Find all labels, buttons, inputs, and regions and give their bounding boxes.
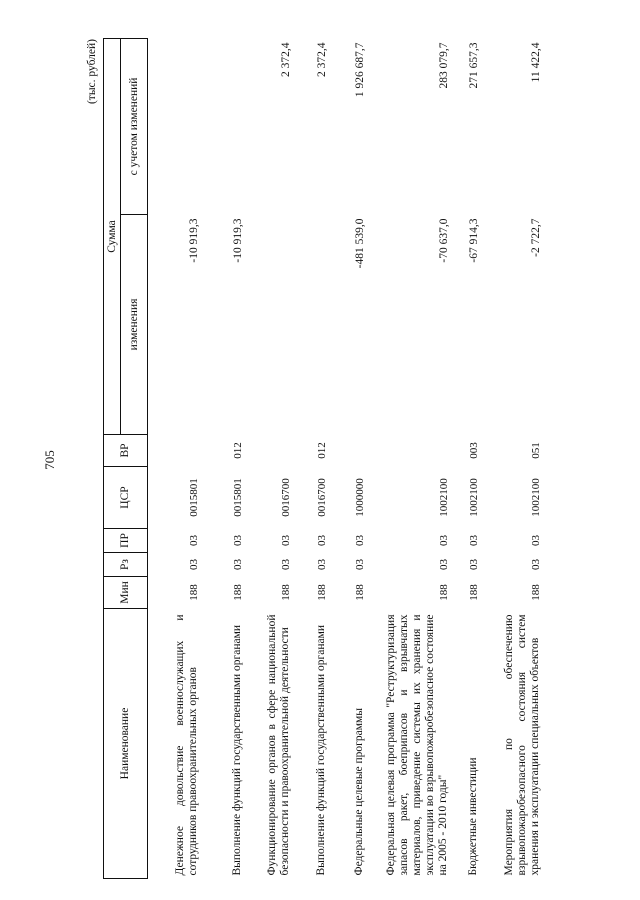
row-total: 2 372,4 bbox=[280, 42, 292, 77]
row-change: -67 914,3 bbox=[468, 218, 480, 263]
row-change bbox=[244, 215, 292, 435]
row-rz: 03 bbox=[438, 559, 450, 570]
row-pr: 03 bbox=[232, 535, 244, 546]
row-csr: 1002100 bbox=[438, 478, 450, 517]
row-vr: 003 bbox=[468, 442, 480, 459]
row-min: 188 bbox=[232, 584, 244, 601]
header-sum: Сумма bbox=[104, 38, 121, 434]
row-change: -10 919,3 bbox=[188, 218, 200, 263]
row-csr: 1000000 bbox=[354, 478, 366, 517]
table-row bbox=[450, 38, 480, 878]
table-row bbox=[480, 38, 542, 878]
row-vr: 012 bbox=[232, 442, 244, 459]
row-name: Федеральная целевая программа "Реструктуризация запасов ракет, боеприпасов и взрывчатых материалов, приведение системы их хранения и эксплуатации во взрывопожаробезопасное состояние на 2005 - 2010 годы" bbox=[385, 614, 449, 876]
row-change: -10 919,3 bbox=[232, 218, 244, 263]
header-min: Мин bbox=[104, 577, 148, 609]
row-name: Выполнение функций государственными органами bbox=[231, 624, 243, 876]
row-change: -2 722,7 bbox=[530, 218, 542, 257]
row-rz: 03 bbox=[354, 559, 366, 570]
units-label: (тыс. рублей) bbox=[86, 39, 98, 105]
rotated-table-page bbox=[81, 39, 551, 879]
row-min: 188 bbox=[354, 584, 366, 601]
table-row bbox=[244, 38, 292, 878]
row-min: 188 bbox=[316, 584, 328, 601]
row-vr: 051 bbox=[530, 442, 542, 459]
row-total: 283 079,7 bbox=[438, 42, 450, 89]
page-number: 705 bbox=[42, 450, 57, 470]
row-name: Денежное довольствие военнослужащих и сотрудников правоохранительных органов bbox=[174, 614, 199, 876]
row-pr: 03 bbox=[188, 535, 200, 546]
table-row bbox=[148, 38, 201, 878]
row-pr: 03 bbox=[530, 535, 542, 546]
header-csr: ЦСР bbox=[104, 467, 148, 529]
row-vr bbox=[366, 435, 450, 467]
row-vr bbox=[328, 435, 366, 467]
row-rz: 03 bbox=[188, 559, 200, 570]
budget-table bbox=[103, 38, 542, 879]
row-min: 188 bbox=[188, 584, 200, 601]
header-rz: Рз bbox=[104, 553, 148, 577]
row-pr: 03 bbox=[354, 535, 366, 546]
row-min: 188 bbox=[530, 584, 542, 601]
table-row bbox=[328, 38, 366, 878]
table-row bbox=[200, 38, 244, 878]
row-vr bbox=[148, 435, 201, 467]
header-pr: ПР bbox=[104, 529, 148, 553]
row-min: 188 bbox=[438, 584, 450, 601]
row-name: Функционирование органов в сфере национальной безопасности и правоохранительной деятельности bbox=[266, 614, 291, 876]
row-rz: 03 bbox=[316, 559, 328, 570]
row-min: 188 bbox=[280, 584, 292, 601]
row-total: 2 372,4 bbox=[316, 42, 328, 77]
row-rz: 03 bbox=[280, 559, 292, 570]
row-name: Мероприятия по обеспечению взрывопожаробезопасного состояния систем хранения и эксплуатации специальных объектов bbox=[503, 614, 541, 876]
header-vr: ВР bbox=[104, 435, 148, 467]
row-name: Федеральные целевые программы bbox=[353, 707, 365, 876]
row-total: 271 657,3 bbox=[468, 42, 480, 89]
row-name: Выполнение функций государственными органами bbox=[315, 624, 327, 876]
row-total: 11 422,4 bbox=[530, 42, 542, 83]
row-rz: 03 bbox=[530, 559, 542, 570]
row-name: Бюджетные инвестиции bbox=[467, 757, 479, 876]
row-csr: 0016700 bbox=[316, 478, 328, 517]
row-csr: 0016700 bbox=[280, 478, 292, 517]
table-row bbox=[366, 38, 450, 878]
row-rz: 03 bbox=[232, 559, 244, 570]
row-csr: 1002100 bbox=[530, 478, 542, 517]
header-name: Наименование bbox=[104, 609, 148, 879]
row-min: 188 bbox=[468, 584, 480, 601]
row-vr bbox=[244, 435, 292, 467]
table-row bbox=[292, 38, 328, 878]
row-pr: 03 bbox=[316, 535, 328, 546]
row-rz: 03 bbox=[468, 559, 480, 570]
header-changes: изменения bbox=[121, 215, 148, 435]
row-pr: 03 bbox=[468, 535, 480, 546]
row-total bbox=[148, 38, 201, 214]
row-total: 1 926 687,7 bbox=[354, 42, 366, 98]
row-total bbox=[200, 38, 244, 214]
row-pr: 03 bbox=[438, 535, 450, 546]
row-change bbox=[292, 215, 328, 435]
row-change: -481 539,0 bbox=[354, 218, 366, 269]
row-pr: 03 bbox=[280, 535, 292, 546]
row-csr: 1002100 bbox=[468, 478, 480, 517]
row-csr: 0015801 bbox=[188, 478, 200, 517]
row-csr: 0015801 bbox=[232, 478, 244, 517]
header-with-changes: с учетом изменений bbox=[121, 38, 148, 214]
row-vr: 012 bbox=[316, 442, 328, 459]
row-change: -70 637,0 bbox=[438, 218, 450, 263]
